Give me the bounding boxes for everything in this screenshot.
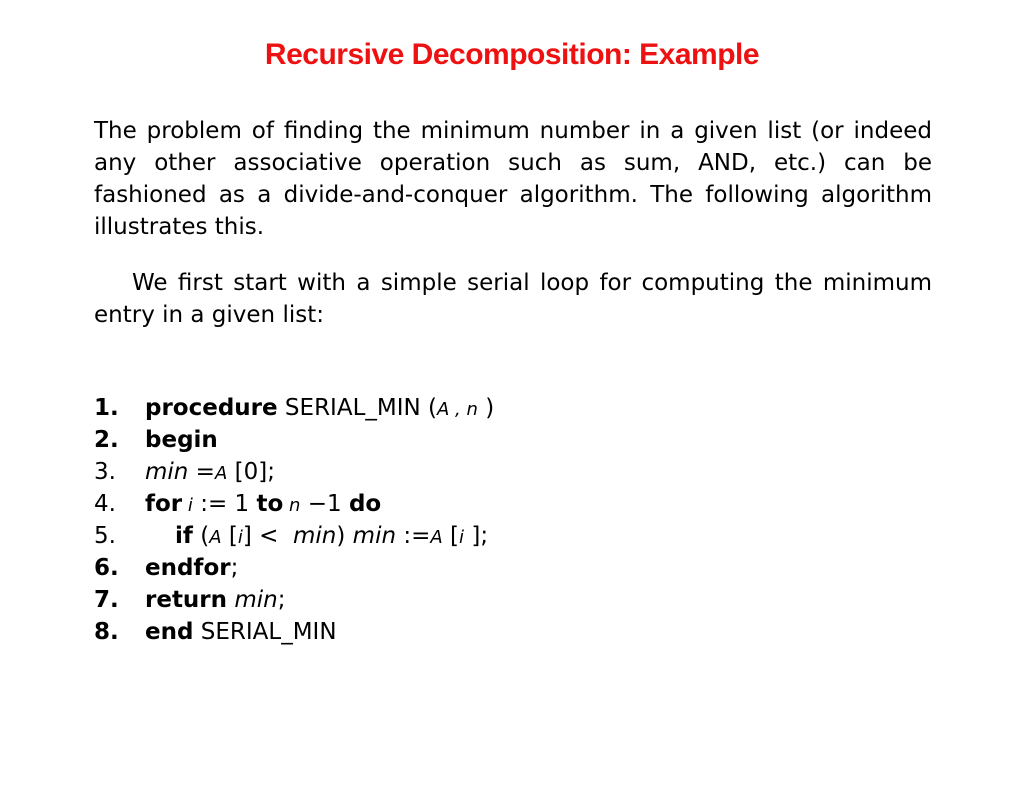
algorithm-line bbox=[94, 392, 694, 424]
keyword: do bbox=[348, 491, 382, 517]
operator: = bbox=[188, 459, 215, 485]
operator: ] < bbox=[242, 523, 286, 549]
slide-title: Recursive Decomposition: Example bbox=[264, 38, 760, 71]
line-number: 3. bbox=[94, 459, 116, 485]
line-number: 5. bbox=[94, 523, 116, 549]
algorithm-line bbox=[94, 456, 694, 488]
procedure-name: SERIAL_MIN ( bbox=[277, 395, 437, 421]
variable: n bbox=[283, 495, 301, 516]
index-variable: i bbox=[237, 527, 243, 548]
keyword: to bbox=[256, 491, 284, 517]
variable: min bbox=[227, 587, 278, 613]
algorithm-line bbox=[94, 488, 694, 520]
keyword: return bbox=[145, 587, 228, 613]
semicolon: ; bbox=[277, 587, 286, 613]
keyword: end bbox=[145, 619, 194, 645]
index-expr: [0]; bbox=[227, 459, 275, 485]
index-variable: i bbox=[459, 527, 465, 548]
variable: min bbox=[345, 523, 397, 549]
keyword: begin bbox=[145, 427, 218, 453]
algorithm-line bbox=[94, 616, 694, 648]
operator: −1 bbox=[300, 491, 349, 517]
bracket: [ bbox=[221, 523, 238, 549]
semicolon: ; bbox=[230, 555, 239, 581]
close-paren: ) bbox=[336, 523, 346, 549]
array-name: A bbox=[430, 527, 443, 548]
procedure-args: A , n bbox=[437, 399, 478, 420]
keyword: endfor bbox=[145, 555, 231, 581]
procedure-name: SERIAL_MIN bbox=[193, 619, 337, 645]
line-number: 4. bbox=[94, 491, 116, 517]
array-name: A bbox=[209, 527, 222, 548]
serial-loop-paragraph: We first start with a simple serial loop for computing the minimum entry in a given list: bbox=[94, 270, 932, 328]
line-number: 7. bbox=[94, 587, 119, 613]
variable: min bbox=[285, 523, 337, 549]
line-number: 1. bbox=[94, 395, 119, 421]
algorithm-line bbox=[94, 552, 694, 584]
algorithm-line bbox=[94, 424, 694, 456]
keyword: procedure bbox=[145, 395, 278, 421]
line-number: 8. bbox=[94, 619, 119, 645]
bracket: ]; bbox=[464, 523, 489, 549]
line-number: 2. bbox=[94, 427, 119, 453]
intro-paragraph: The problem of finding the minimum number in a given list (or indeed any other associative operation such as sum, AND, etc.) can be fashioned as a divide-and-conquer algorithm. The following algorithm illustrates this. bbox=[94, 118, 932, 240]
array-name: A bbox=[214, 463, 228, 484]
bracket: [ bbox=[442, 523, 460, 549]
variable: min bbox=[145, 459, 189, 485]
loop-variable: i bbox=[182, 495, 193, 516]
operator: := bbox=[396, 523, 431, 549]
algorithm-line bbox=[94, 520, 694, 552]
keyword: if bbox=[175, 523, 193, 549]
algorithm-listing bbox=[94, 392, 694, 648]
open-paren: ( bbox=[192, 523, 210, 549]
algorithm-line bbox=[94, 584, 694, 616]
keyword: for bbox=[145, 491, 183, 517]
operator: := 1 bbox=[192, 491, 257, 517]
line-number: 6. bbox=[94, 555, 119, 581]
close-paren: ) bbox=[477, 395, 495, 421]
